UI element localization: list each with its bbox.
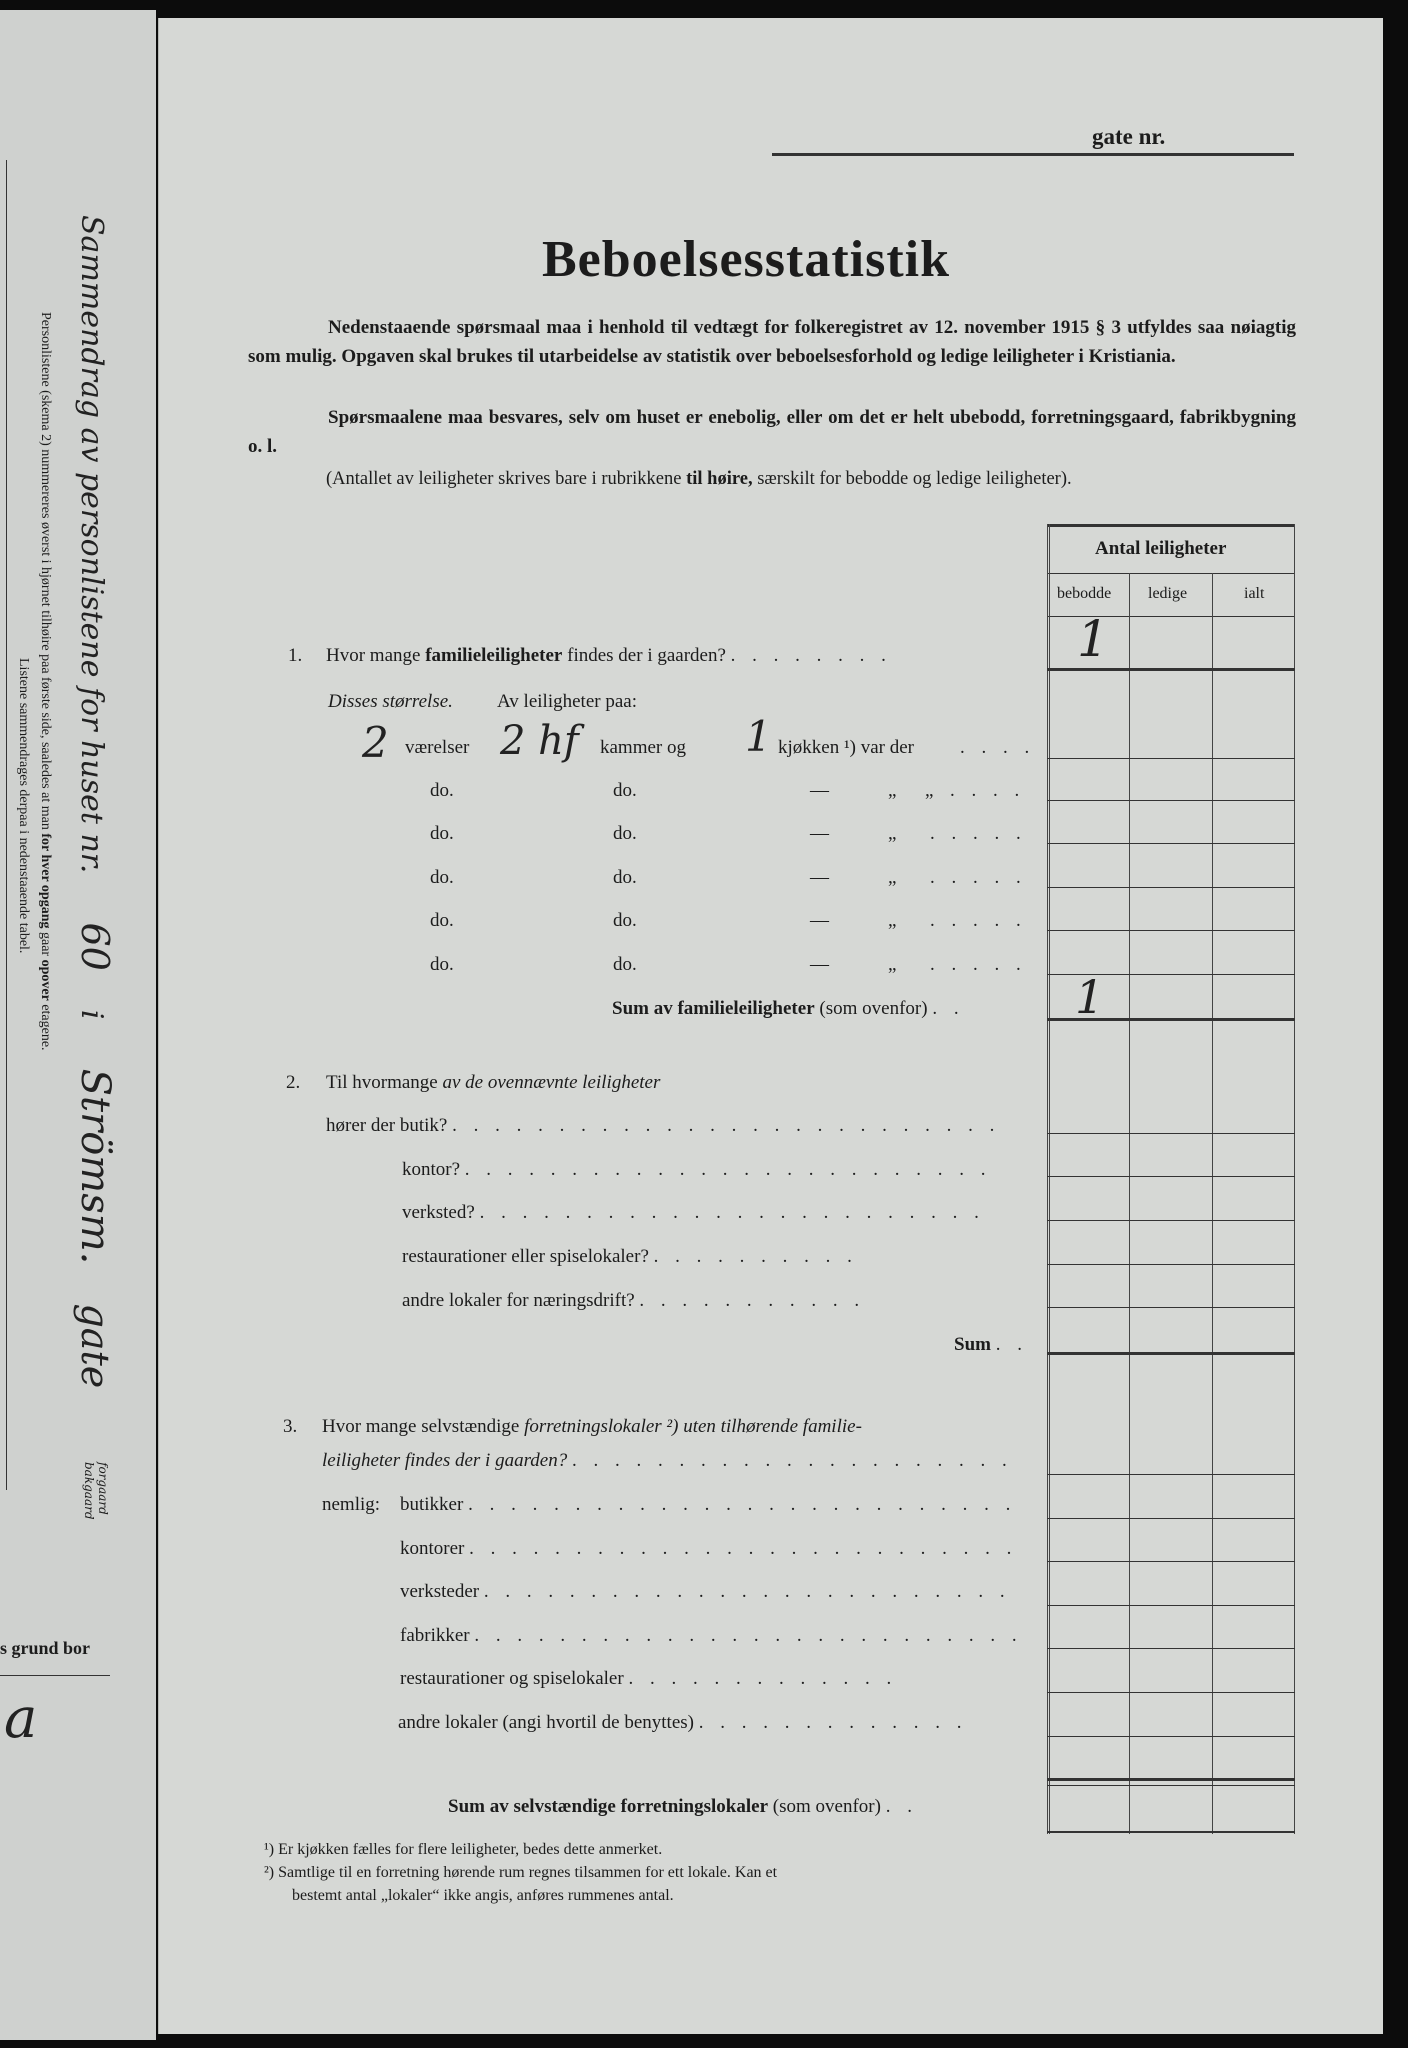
row-line-h [1047, 1176, 1295, 1177]
q3-item-kontorer: kontorer . . . . . . . . . . . . . . . . . . . . . . . . . . [400, 1538, 1018, 1559]
q2-item-verksted: verksted? . . . . . . . . . . . . . . . . . . . . . . . . [402, 1202, 985, 1223]
sidebar-main-label: Sammendrag av personlistene for huset nr. [74, 215, 109, 874]
size-row-4-ditto: „ [888, 867, 897, 888]
row-line-sum3-top [1047, 1778, 1295, 1781]
page-title: Beboelsesstatistik [542, 231, 950, 288]
strip-edge-line [6, 160, 7, 1490]
row-line-k [1047, 1307, 1295, 1308]
table-col-line-2 [1212, 573, 1213, 1834]
table-col-line-1 [1129, 573, 1130, 1834]
size-row-2-ditto2: „ [925, 780, 934, 801]
q2-item-andre: andre lokaler for næringsdrift? . . . . . . . . . . . [402, 1290, 866, 1311]
q3-nemlig: nemlig: [322, 1494, 381, 1515]
row1-kjokken-label: kjøkken ¹) var der [778, 737, 915, 758]
q1-number: 1. [288, 645, 303, 666]
q3-item-restaurationer: restaurationer og spiselokaler . . . . . . . . . . . . . [400, 1668, 898, 1689]
footnote-2b: bestemt antal „lokaler“ ikke angis, anføres rummenes antal. [292, 1887, 674, 1904]
row-line-p [1047, 1648, 1295, 1649]
q3-item-butikker: butikker . . . . . . . . . . . . . . . . . . . . . . . . . . [400, 1494, 1017, 1515]
size-row-2-dash: — [810, 780, 829, 801]
row-line-sum3-top2 [1047, 1785, 1295, 1786]
q3-number: 3. [283, 1416, 298, 1437]
sidebar-i: i [74, 1009, 109, 1020]
row-line-n [1047, 1561, 1295, 1562]
row-line-c [1047, 843, 1295, 844]
gate-nr-label: gate nr. [1092, 124, 1166, 149]
row-line-i [1047, 1220, 1295, 1221]
sidebar-main-vertical [72, 215, 118, 1388]
q1-sum-bebodde: 1 [1075, 970, 1105, 1024]
row-line-o [1047, 1605, 1295, 1606]
size-row-2-ditto: „ [888, 780, 897, 801]
size-row-3-ditto: „ [888, 823, 897, 844]
sidebar-note-line2: Listene sammendrages derpaa i nedenstaaende tabel. [16, 658, 31, 954]
size-row-5-dots: . . . . . [930, 910, 1027, 931]
size-row-5-do2: do. [613, 910, 637, 931]
q2-sum: Sum . . [954, 1334, 1028, 1355]
row-line-bottom [1047, 1831, 1295, 1833]
table-col-line-3 [1294, 524, 1295, 1834]
q3-item-andre: andre lokaler (angi hvortil de benyttes) . . . . . . . . . . . . . [398, 1712, 968, 1733]
q2-item-restauration: restaurationer eller spiselokaler? . . . . . . . . . . [402, 1246, 858, 1267]
q3-sum-label: Sum av selvstændige forretningslokaler (som ovenfor) . . [448, 1796, 918, 1817]
size-row-3-do1: do. [430, 823, 454, 844]
q3-line1: Hvor mange selvstændige forretningslokaler ²) uten tilhørende familie- [322, 1416, 862, 1437]
q2-number: 2. [286, 1072, 301, 1093]
q2-item-kontor: kontor? . . . . . . . . . . . . . . . . . . . . . . . . . [402, 1159, 992, 1180]
q1-sizes-intro: Av leiligheter paa: [497, 691, 637, 712]
size-row-6-dots: . . . . . [930, 954, 1027, 975]
q2-item-butik: hører der butik? . . . . . . . . . . . . . . . . . . . . . . . . . . [326, 1115, 1001, 1136]
row-line-q [1047, 1692, 1295, 1693]
table-col-line-0 [1047, 524, 1048, 1834]
table-col-line-0b [1049, 524, 1050, 1834]
sidebar-street: Strömsm. [72, 1068, 118, 1265]
size-row-4-do2: do. [613, 867, 637, 888]
q1-sizes-label: Disses størrelse. [328, 691, 453, 712]
sidebar-grund-bor: s grund bor [0, 1638, 91, 1658]
row-line-b [1047, 800, 1295, 801]
table-top-line [1047, 524, 1295, 527]
table-title: Antal leiligheter [1095, 538, 1227, 559]
intro-paragraph-3: (Antallet av leiligheter skrives bare i rubrikkene til høire, særskilt for bebodde og ledige leiligheter). [326, 469, 1072, 489]
size-row-6-dash: — [810, 954, 829, 975]
size-row-4-dots: . . . . . [930, 867, 1027, 888]
row-line-a [1047, 758, 1295, 759]
size-row-5-ditto: „ [888, 910, 897, 931]
q1-answer-bebodde: 1 [1077, 610, 1109, 668]
table-header-line [1047, 573, 1295, 574]
size-row-4-do1: do. [430, 867, 454, 888]
col-header-bebodde: bebodde [1057, 585, 1112, 602]
sidebar-hand-mark: a [4, 1686, 38, 1751]
footnote-1: ¹) Er kjøkken fælles for flere leiligheter, bedes dette anmerket. [264, 1841, 663, 1858]
footnote-2a: ²) Samtlige til en forretning hørende rum regnes tilsammen for ett lokale. Kan et [264, 1864, 778, 1881]
row-line-q1 [1047, 668, 1295, 671]
sidebar-tverr-1: forgaard [96, 1462, 110, 1515]
sidebar-grund-line [0, 1675, 110, 1676]
size-row-5-dash: — [810, 910, 829, 931]
row1-kjokken-value: 1 [745, 712, 772, 761]
size-row-3-dash: — [810, 823, 829, 844]
q1-text: Hvor mange familieleiligheter findes der i gaarden? . . . . . . . . [326, 645, 892, 666]
size-row-2-dots: . . . . [950, 780, 1026, 801]
intro-paragraph-2: Spørsmaalene maa besvares, selv om huset er enebolig, eller om det er helt ubebodd, forretningsgaard, fabrikbygning o. l. [248, 407, 1296, 457]
size-row-6-do1: do. [430, 954, 454, 975]
sidebar-note-line1: Personlistene (skema 2) nummereres øverst i hjørnet tilhøire paa første side, saaledes at man for hver opgang gaar opover etagene. [38, 312, 53, 1051]
row-line-sum2 [1047, 1352, 1295, 1355]
q3-item-fabrikker: fabrikker . . . . . . . . . . . . . . . . . . . . . . . . . . [400, 1625, 1023, 1646]
row-line-d [1047, 887, 1295, 888]
col-header-ledige: ledige [1148, 585, 1188, 602]
size-row-3-do2: do. [613, 823, 637, 844]
row1-dots: . . . . [960, 737, 1036, 758]
sidebar-note [12, 312, 56, 1051]
q3-line2: leiligheter findes der i gaarden? . . . . . . . . . . . . . . . . . . . . . [322, 1450, 1013, 1471]
q3-item-verksteder: verksteder . . . . . . . . . . . . . . . . . . . . . . . . . [400, 1581, 1011, 1602]
row-line-m [1047, 1518, 1295, 1519]
size-row-5-do1: do. [430, 910, 454, 931]
col-header-ialt: ialt [1244, 585, 1265, 602]
sidebar-tverr [82, 1462, 110, 1520]
row-line-g [1047, 1133, 1295, 1134]
size-row-2-do2: do. [613, 780, 637, 801]
row-line-r [1047, 1736, 1295, 1737]
row-line-l [1047, 1474, 1295, 1475]
sidebar-house-nr: 60 [73, 922, 117, 971]
intro-paragraph-1: Nedenstaaende spørsmaal maa i henhold til vedtægt for folkeregistret av 12. november 1915 § 3 utfyldes saa nøiagtig som mulig. Opgaven skal brukes til utarbeidelse av statistik over beboelsesforhold og ledige leiligheter i Kristiania. [248, 317, 1296, 367]
q1-sum-label: Sum av familieleiligheter (som ovenfor) . . [612, 998, 965, 1019]
size-row-3-dots: . . . . . [930, 823, 1027, 844]
size-row-6-ditto: „ [888, 954, 897, 975]
gate-nr-line [772, 153, 1294, 156]
row-line-j [1047, 1264, 1295, 1265]
row1-vaerelser-value: 2 [362, 718, 389, 767]
row-line-e [1047, 930, 1295, 931]
q2-text: Til hvormange av de ovennævnte leiligheter [326, 1072, 661, 1093]
size-row-2-do1: do. [430, 780, 454, 801]
sidebar-gate: gate [73, 1303, 117, 1389]
left-page-strip [0, 10, 156, 2040]
sidebar-tverr-2: bakgaard [82, 1462, 96, 1520]
row1-vaerelser-label: værelser [405, 737, 470, 758]
size-row-4-dash: — [810, 867, 829, 888]
row1-kammer-label: kammer og [600, 737, 687, 758]
size-row-6-do2: do. [613, 954, 637, 975]
row1-kammer-value: 2 hf [500, 718, 579, 764]
